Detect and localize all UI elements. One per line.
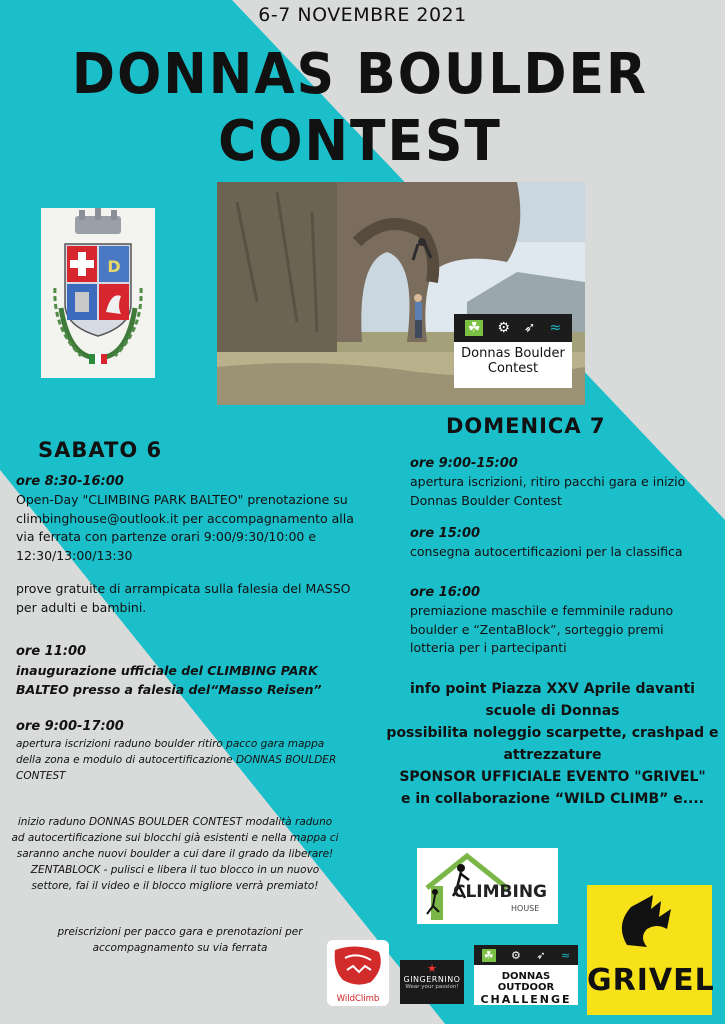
badge-line-1: Donnas Boulder bbox=[461, 346, 565, 361]
photo-badge bbox=[454, 314, 572, 388]
time-label: ore 16:00 bbox=[410, 585, 481, 600]
water-icon: ≈ bbox=[561, 948, 571, 962]
info-block bbox=[380, 678, 725, 810]
time-label: ore 9:00-17:00 bbox=[16, 719, 124, 734]
time-label: ore 9:00-15:00 bbox=[410, 456, 518, 471]
trail-icon: ➶ bbox=[536, 948, 546, 962]
info-point: info point Piazza XXV Aprile davanti scuole di Donnas bbox=[410, 681, 695, 719]
saturday-block-3 bbox=[16, 644, 356, 699]
title-line-1: DONNAS BOULDER bbox=[71, 42, 649, 107]
coat-of-arms-icon bbox=[41, 208, 155, 378]
activity-text: apertura iscrizioni, ritiro pacchi gara e inizio Donnas Boulder Contest bbox=[410, 474, 686, 508]
sunday-heading: DOMENICA 7 bbox=[446, 414, 606, 438]
title-line-2: CONTEST bbox=[218, 109, 502, 174]
gingernino-logo bbox=[400, 960, 464, 1004]
wildclimb-logo bbox=[327, 940, 389, 1006]
donnas-outdoor-challenge-logo bbox=[474, 945, 578, 1005]
climbing-house-logo bbox=[417, 848, 558, 924]
doc-line-2: CHALLENGE bbox=[480, 993, 572, 1006]
event-date: 6-7 NOVEMBRE 2021 bbox=[258, 4, 467, 26]
doc-line-1: DONNAS OUTDOOR bbox=[497, 971, 555, 993]
sponsor-info: SPONSOR UFFICIALE EVENTO "GRIVEL" bbox=[399, 769, 706, 785]
saturday-block-4 bbox=[16, 719, 346, 784]
grivel-mark-icon bbox=[587, 885, 712, 965]
sunday-block-3 bbox=[410, 585, 710, 658]
climbing-house-subtext: HOUSE bbox=[511, 904, 540, 913]
saturday-note-1: inizio raduno DONNAS BOULDER CONTEST modalità raduno ad autocertificazione sui blocchi già esistenti e nella mappa ci saranno anche nuovi boulder a cui dare il grado da liberare! ZENTABLOCK - pulisci e libera il tuo blocco in un nuovo settore, fai il video e il blocco migliore verrà premiato! bbox=[11, 816, 339, 892]
activity-text: premiazione maschile e femminile raduno boulder e “ZentaBlock”, sorteggio premi lotteria per i partecipanti bbox=[410, 603, 674, 655]
run-icon: ➶ bbox=[523, 320, 536, 336]
saturday-block-2: prove gratuite di arrampicata sulla falesia del MASSO per adulti e bambini. bbox=[16, 581, 351, 615]
climbing-house-text: CLIMBING bbox=[453, 882, 548, 902]
gingernino-star-icon: ★ bbox=[427, 962, 437, 975]
activity-text: Open-Day "CLIMBING PARK BALTEO" prenotazione su climbinghouse@outlook.it per accompagnamento alla via ferrata con partenze orari 9:00/9:30/10:00 e 12:30/13:00/13:30 bbox=[16, 492, 354, 563]
sunday-block-1 bbox=[410, 456, 710, 510]
swim-icon: ≈ bbox=[549, 320, 562, 336]
climber-icon: ☘ bbox=[465, 320, 484, 336]
gingernino-subtext: Wear your passion! bbox=[405, 984, 459, 990]
saturday-block-1 bbox=[16, 474, 366, 565]
time-label: ore 15:00 bbox=[410, 526, 481, 541]
time-label: ore 11:00 bbox=[16, 644, 87, 659]
time-label: ore 8:30-16:00 bbox=[16, 474, 124, 489]
badge-icons bbox=[454, 314, 572, 342]
grivel-logo bbox=[587, 885, 715, 1015]
collaboration-info: e in collaborazione “WILD CLIMB” e.... bbox=[401, 791, 704, 807]
grivel-text: GRIVEL bbox=[587, 963, 715, 998]
coat-of-arms-logo bbox=[41, 208, 155, 378]
activity-text: apertura iscrizioni raduno boulder ritiro pacco gara mappa della zona e modulo di autocertificazione DONNAS BOULDER CONTEST bbox=[16, 738, 337, 782]
doc-icons bbox=[474, 945, 578, 965]
saturday-note-2: preiscrizioni per pacco gara e prenotazioni per accompagnamento su via ferrata bbox=[57, 926, 303, 954]
svg-text:D: D bbox=[107, 257, 121, 276]
sunday-block-2 bbox=[410, 526, 710, 562]
wildclimb-text: WildClimb bbox=[336, 994, 380, 1004]
saturday-heading: SABATO 6 bbox=[38, 438, 163, 462]
activity-text: consegna autocertificazioni per la classifica bbox=[410, 544, 683, 559]
event-title bbox=[60, 41, 660, 175]
badge-line-2: Contest bbox=[487, 361, 539, 376]
climb-icon: ☘ bbox=[483, 948, 494, 962]
bike-icon: ⚙ bbox=[497, 320, 510, 336]
rental-info: possibilita noleggio scarpette, crashpad e attrezzature bbox=[386, 725, 719, 763]
activity-text: inaugurazione ufficiale del CLIMBING PARK BALTEO presso a falesia del“Masso Reisen” bbox=[16, 663, 322, 697]
gingernino-text: GINGERNINO bbox=[403, 975, 461, 984]
climbing-photo bbox=[217, 182, 585, 405]
cycle-icon: ⚙ bbox=[511, 948, 521, 962]
panther-icon bbox=[327, 940, 389, 990]
